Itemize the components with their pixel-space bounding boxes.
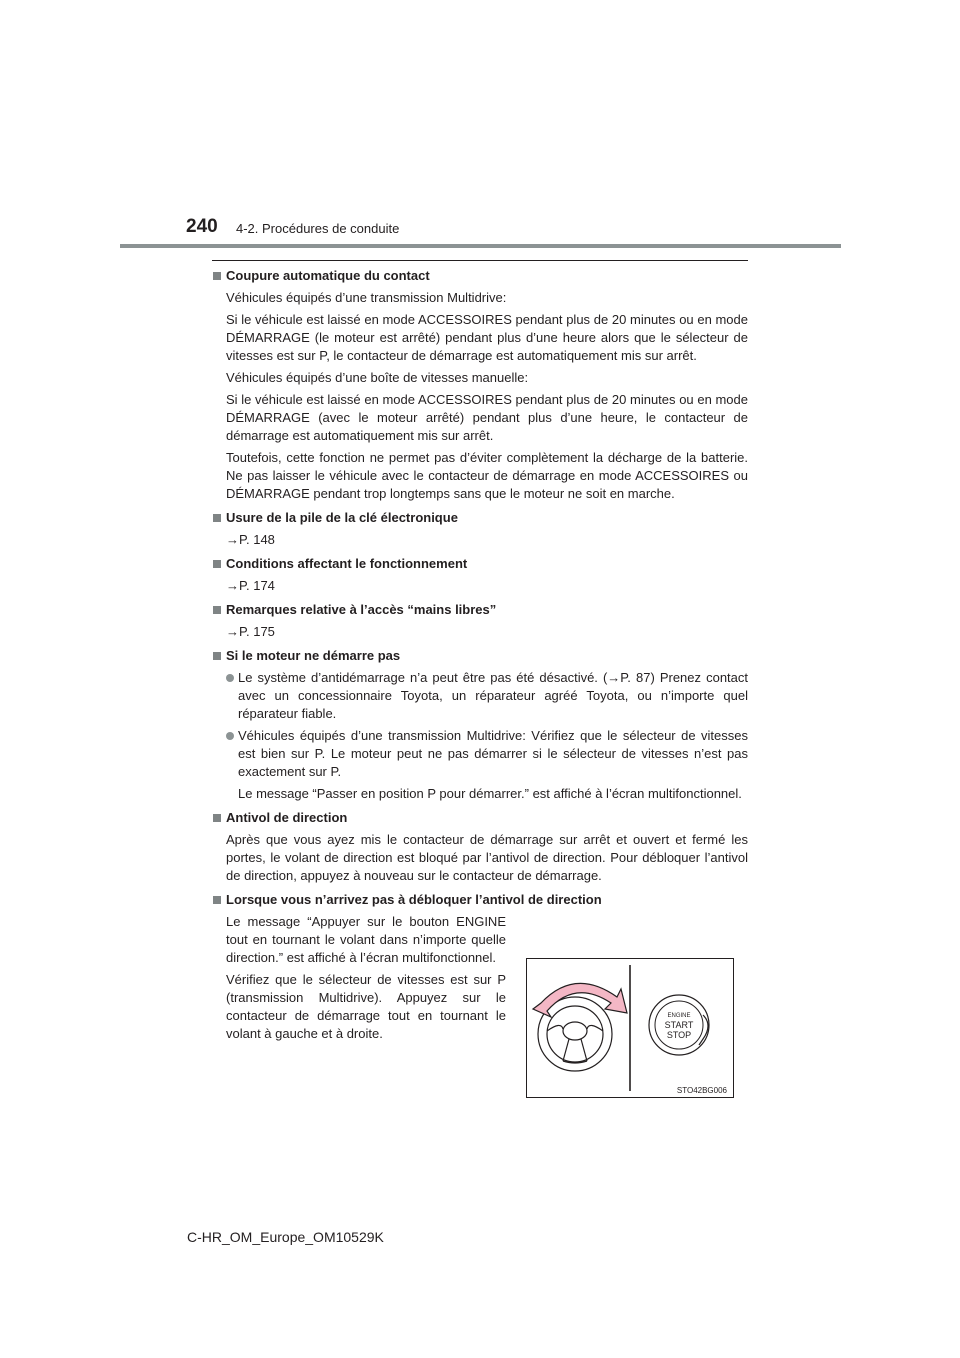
paragraph: Véhicules équipés d’une transmission Multidrive: bbox=[226, 290, 507, 305]
section-engine-wont-start bbox=[213, 647, 748, 803]
section-heading: Coupure automatique du contact bbox=[213, 267, 748, 285]
page-footer: C-HR_OM_Europe_OM10529K bbox=[187, 1229, 384, 1245]
square-bullet-icon bbox=[213, 272, 221, 280]
paragraph: Toutefois, cette fonction ne permet pas d’éviter complètement la décharge de la batterie. Ne pas laisser le véhicule avec le contacteur de démarrage en mode ACCESSOIRES ou DÉMARRAGE pendant trop longtemps sans que le moteur ne soit en marche. bbox=[226, 450, 748, 501]
section-heading: Lorsque vous n’arrivez pas à débloquer l’antivol de direction bbox=[213, 891, 748, 909]
square-bullet-icon bbox=[213, 652, 221, 660]
paragraph: Véhicules équipés d’une boîte de vitesses manuelle: bbox=[226, 370, 529, 385]
square-bullet-icon bbox=[213, 560, 221, 568]
page-header bbox=[0, 0, 960, 250]
section-operating-conditions bbox=[213, 555, 748, 595]
paragraph: Après que vous ayez mis le contacteur de démarrage sur arrêt et ouvert et fermé les portes, le volant de direction est bloqué par l’antivol de direction. Pour débloquer l’antivol de direction, appuyez à nouveau sur le contacteur de démarrage. bbox=[226, 832, 748, 883]
illustration-svg bbox=[527, 959, 733, 1097]
paragraph: Si le véhicule est laissé en mode ACCESSOIRES pendant plus de 20 minutes ou en mode DÉMARRAGE (le moteur est arrêté) pendant plus d’une heure alors que le sélecteur de vitesses est sur P, le contacteur de démarrage est automatiquement mis sur arrêt. bbox=[226, 312, 748, 363]
bullet-note: Le message “Passer en position P pour démarrer.” est affiché à l’écran multifonctionnel. bbox=[238, 786, 742, 801]
section-heading: Usure de la pile de la clé électronique bbox=[213, 509, 748, 527]
steering-start-button-illustration bbox=[526, 958, 734, 1098]
button-label-0: ENGINE bbox=[667, 1013, 691, 1019]
list-item: Le système d’antidémarrage n’a peut être pas été désactivé. (→P. 87) Prenez contact avec un concessionnaire Toyota, un réparateur agréé Toyota, ou n’importe quel réparateur fiable. bbox=[213, 669, 748, 723]
section-heading: Conditions affectant le fonctionnement bbox=[213, 555, 748, 573]
section-heading: Si le moteur ne démarre pas bbox=[213, 647, 748, 665]
square-bullet-icon bbox=[213, 606, 221, 614]
page-content bbox=[213, 267, 748, 1063]
section-key-battery bbox=[213, 509, 748, 549]
figure-code: STO42BG006 bbox=[676, 1086, 727, 1095]
page-reference: →P. 174 bbox=[226, 578, 275, 593]
button-label-2: STOP bbox=[666, 1030, 692, 1040]
section-heading: Remarques relative à l’accès “mains libres” bbox=[213, 601, 748, 619]
section-hands-free-notes bbox=[213, 601, 748, 641]
square-bullet-icon bbox=[213, 514, 221, 522]
header-rule bbox=[120, 244, 841, 248]
paragraph: Vérifiez que le sélecteur de vitesses est sur P (transmission Multidrive). Appuyez sur le contacteur de démarrage tout en tournant le volant à gauche et à droite. bbox=[226, 972, 506, 1041]
content-top-rule bbox=[212, 260, 748, 261]
page-reference: →P. 175 bbox=[226, 624, 275, 639]
paragraph: Le message “Appuyer sur le bouton ENGINE tout en tournant le volant dans n’importe quelle direction.” est affiché à l’écran multifonctionnel. bbox=[226, 914, 506, 965]
start-stop-button-icon bbox=[649, 995, 709, 1055]
unlock-instructions bbox=[226, 913, 506, 1047]
round-bullet-icon bbox=[226, 732, 234, 740]
page-number: 240 bbox=[186, 216, 218, 237]
square-bullet-icon bbox=[213, 814, 221, 822]
round-bullet-icon bbox=[226, 674, 234, 682]
paragraph: Si le véhicule est laissé en mode ACCESSOIRES pendant plus de 20 minutes ou en mode DÉMARRAGE (avec le moteur arrêté) pendant plus d’une heure, le contacteur de démarrage est automatiquement mis sur arrêt. bbox=[226, 392, 748, 443]
square-bullet-icon bbox=[213, 896, 221, 904]
button-label-1: START bbox=[664, 1020, 694, 1030]
section-steering-lock bbox=[213, 809, 748, 885]
section-auto-power-off bbox=[213, 267, 748, 503]
section-title: 4-2. Procédures de conduite bbox=[236, 221, 400, 236]
list-item: Véhicules équipés d’une transmission Multidrive: Vérifiez que le sélecteur de vitesses est bien sur P. Le moteur peut ne pas démarrer si le sélecteur de vitesses n’est pas exactement sur P. bbox=[213, 727, 748, 781]
rotate-arrow-icon bbox=[533, 983, 627, 1017]
section-heading: Antivol de direction bbox=[213, 809, 748, 827]
page-reference: →P. 148 bbox=[226, 532, 275, 547]
